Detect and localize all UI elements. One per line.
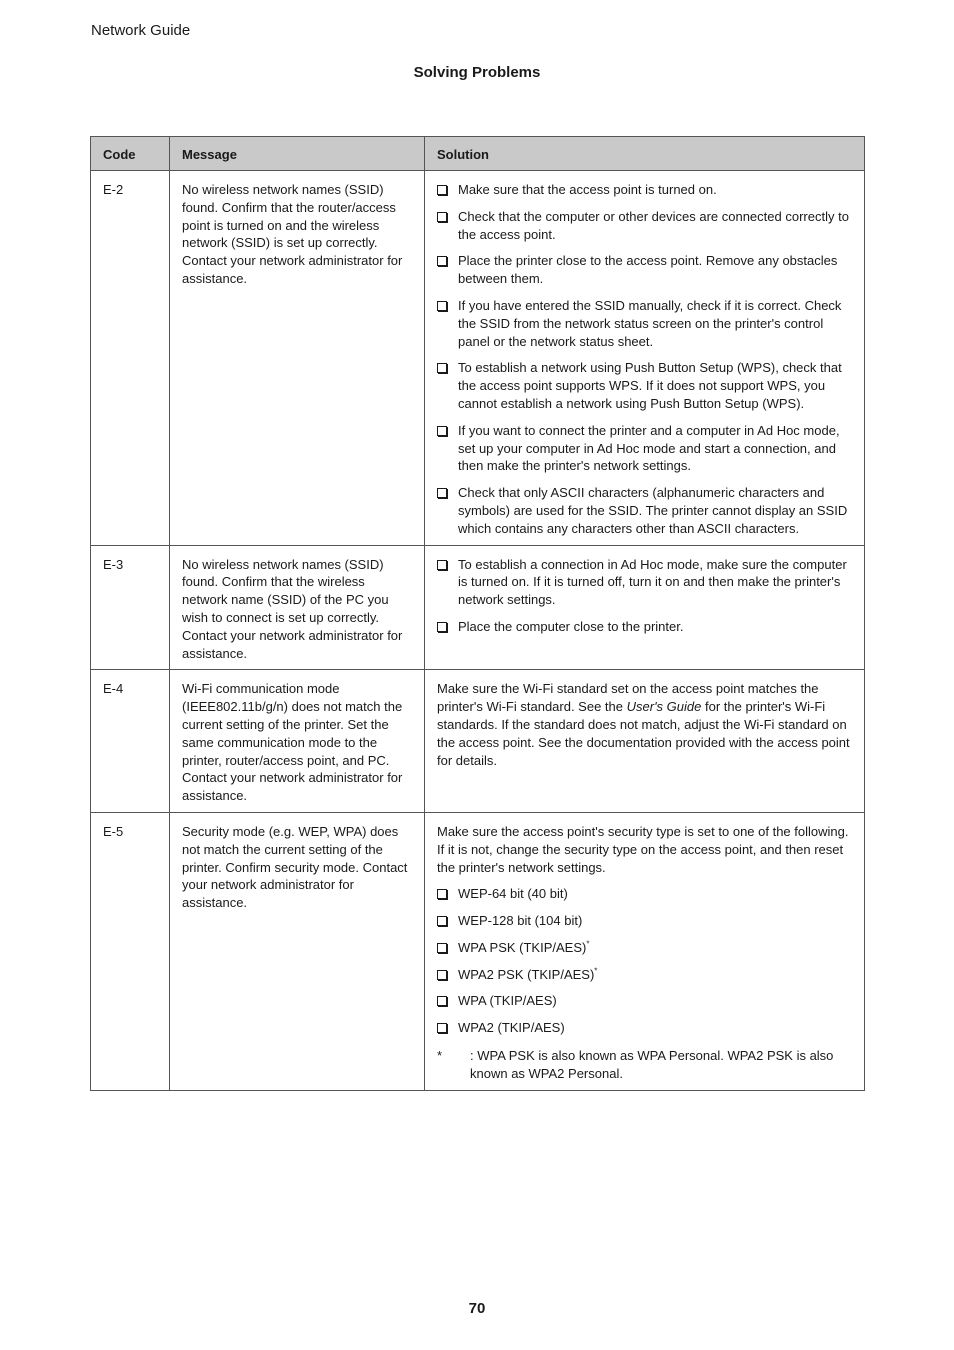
checkbox-icon (437, 622, 447, 632)
users-guide-reference: User's Guide (626, 699, 702, 715)
checklist-item-text: Check that the computer or other devices are connected correctly to the access point. (458, 208, 849, 242)
table-row (91, 670, 865, 813)
error-message: No wireless network names (SSID) found. Confirm that the router/access point is turned on and the wireless network (SSID) is set up correctly. Contact your network administrator for assistance. (170, 171, 425, 546)
footnote-mark: * (594, 966, 598, 976)
checkbox-icon (437, 426, 447, 436)
checklist-item-text: If you want to connect the printer and a computer in Ad Hoc mode, set up your computer in Ad Hoc mode and start a connection, and then make the printer's network settings. (458, 422, 840, 474)
checkbox-icon (437, 916, 447, 926)
checklist-item (437, 556, 852, 609)
table-header-row (91, 137, 865, 171)
solution-intro: Make sure the access point's security type is set to one of the following. If it is not, change the security type on the access point, and then reset the printer's network settings. (437, 823, 849, 875)
error-message: Security mode (e.g. WEP, WPA) does not match the current setting of the printer. Confirm security mode. Contact your network administrator for assistance. (170, 812, 425, 1090)
checklist-item (437, 484, 852, 537)
error-message: Wi-Fi communication mode (IEEE802.11b/g/n) does not match the current setting of the printer. Set the same communication mode to the printer, router/access point, and PC. Contact your network administrator for assistance. (170, 670, 425, 813)
checklist-item-text: If you have entered the SSID manually, check if it is correct. Check the SSID from the network status screen on the printer's control panel or the network status sheet. (458, 297, 842, 349)
checklist-item (437, 252, 852, 288)
solution-checklist (437, 181, 852, 538)
checkbox-icon (437, 1023, 447, 1033)
checkbox-icon (437, 185, 447, 195)
checklist-item-text: Make sure that the access point is turned on. (458, 182, 717, 197)
checklist-item (437, 618, 852, 636)
checkbox-icon (437, 363, 447, 373)
document-title: Network Guide (91, 22, 191, 39)
security-type-text: WPA2 (TKIP/AES) (458, 1020, 565, 1036)
solution-cell (425, 545, 865, 670)
security-type-item (437, 885, 852, 903)
solution-column-header: Solution (425, 137, 865, 171)
security-type-list (437, 885, 852, 1037)
checkbox-icon (437, 488, 447, 498)
footnote-asterisk: * (437, 1048, 443, 1064)
checkbox-icon (437, 212, 447, 222)
table-row (91, 171, 865, 546)
checkbox-icon (437, 256, 447, 266)
checkbox-icon (437, 889, 447, 899)
table-row (91, 812, 865, 1090)
table-row (91, 545, 865, 670)
error-message: No wireless network names (SSID) found. Confirm that the wireless network name (SSID) of the PC you wish to connect is set up correctly. Contact your network administrator for assistance. (170, 545, 425, 670)
checklist-item (437, 208, 852, 244)
checklist-item-text: To establish a connection in Ad Hoc mode, make sure the computer is turned on. If it is turned off, turn it on and then make the printer's network settings. (458, 556, 847, 608)
error-code-table (90, 136, 865, 1091)
security-type-item (437, 939, 852, 957)
checklist-item (437, 422, 852, 475)
security-type-text: WPA PSK (TKIP/AES) (458, 939, 587, 955)
footnote-mark: * (586, 939, 590, 949)
solution-cell (425, 812, 865, 1090)
checkbox-icon (437, 970, 447, 980)
solution-checklist (437, 556, 852, 636)
checkbox-icon (437, 996, 447, 1006)
section-title: Solving Problems (413, 64, 541, 81)
solution-cell (425, 670, 865, 813)
security-type-item (437, 912, 852, 930)
message-column-header: Message (170, 137, 425, 171)
security-type-text: WEP-64 bit (40 bit) (458, 886, 568, 902)
solution-cell (425, 171, 865, 546)
checklist-item-text: Place the printer close to the access point. Remove any obstacles between them. (458, 253, 838, 287)
solution-text: Make sure the Wi-Fi standard set on the access point matches the printer's Wi-Fi standard. See the (437, 681, 819, 715)
error-code: E-5 (91, 812, 170, 1090)
checkbox-icon (437, 301, 447, 311)
page-number: 70 (468, 1300, 486, 1317)
security-type-text: WPA (TKIP/AES) (458, 993, 557, 1009)
solution-text: for the printer's Wi-Fi standards. If the standard does not match, adjust the Wi-Fi standard on the access point. See the documentation provided with the access point for details. (437, 699, 850, 768)
checklist-item-text: Place the computer close to the printer. (458, 618, 684, 634)
checkbox-icon (437, 560, 447, 570)
error-code: E-4 (91, 670, 170, 813)
checklist-item (437, 181, 852, 199)
checklist-item (437, 359, 852, 412)
error-code: E-3 (91, 545, 170, 670)
security-type-text: WPA2 PSK (TKIP/AES) (458, 966, 595, 982)
code-column-header: Code (91, 137, 170, 171)
checklist-item-text: Check that only ASCII characters (alphanumeric characters and symbols) are used for the SSID. The printer cannot display an SSID which contains any characters other than ASCII characters. (458, 485, 848, 536)
checkbox-icon (437, 943, 447, 953)
solution-paragraph (437, 680, 852, 769)
checklist-item (437, 297, 852, 350)
security-type-text: WEP-128 bit (104 bit) (458, 913, 583, 929)
checklist-item-text: To establish a network using Push Button Setup (WPS), check that the access point supports WPS. If it does not support WPS, you cannot establish a network using Push Button Setup (WPS). (458, 360, 842, 411)
security-type-item (437, 1019, 852, 1037)
footnote-text: : WPA PSK is also known as WPA Personal. WPA2 PSK is also known as WPA2 Personal. (470, 1048, 834, 1081)
error-code: E-2 (91, 171, 170, 546)
security-type-item (437, 966, 852, 984)
footnote (437, 1047, 852, 1083)
security-type-item (437, 992, 852, 1010)
